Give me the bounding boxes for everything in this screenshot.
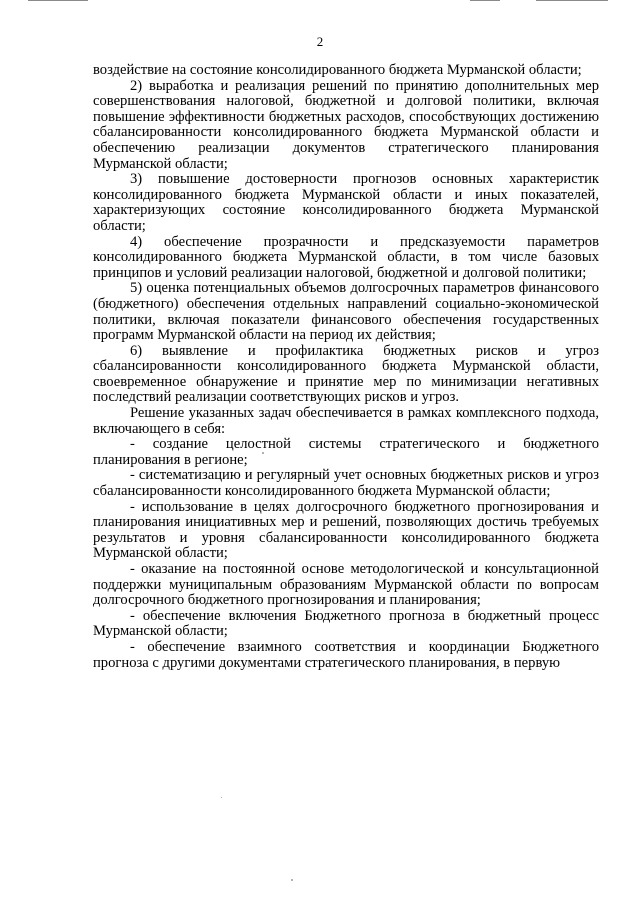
list-item: - оказание на постоянной основе методологической и консультационной поддержки муниципальным образованиям Мурманской области по вопросам долгосрочного бюджетного прогнозирования и планирования; bbox=[93, 561, 599, 609]
paragraph: 5) оценка потенциальных объемов долгосрочных параметров финансового (бюджетного) обеспечения отдельных направлений социально-экономической политики, включая показатели финансового обеспечения государственных программ Мурманской области на период их действия; bbox=[93, 280, 599, 344]
paragraph: 3) повышение достоверности прогнозов основных характеристик консолидированного бюджета Мурманской области и иных показателей, характеризующих состояние консолидированного бюджета Мурманской области; bbox=[93, 171, 599, 234]
list-item: - использование в целях долгосрочного бюджетного прогнозирования и планирования инициативных мер и решений, позволяющих достичь требуемых результатов и уровня сбалансированности консолидированного бюджета Мурманской области; bbox=[93, 498, 599, 562]
scan-speck bbox=[291, 879, 293, 881]
list-item: - создание целостной системы стратегического и бюджетного планирования в регионе; bbox=[93, 436, 599, 468]
page-number: 2 bbox=[316, 34, 324, 49]
scan-edge-marks bbox=[0, 0, 640, 3]
scan-speck bbox=[221, 797, 222, 798]
paragraph: воздействие на состояние консолидированного бюджета Мурманской области; bbox=[93, 62, 582, 78]
list-item: - обеспечение включения Бюджетного прогноза в бюджетный процесс Мурманской области; bbox=[93, 607, 599, 640]
list-item: - обеспечение взаимного соответствия и координации Бюджетного прогноза с другими документами стратегического планирования, в первую bbox=[93, 638, 599, 671]
paragraph: Решение указанных задач обеспечивается в рамках комплексного подхода, включающего в себя: bbox=[93, 405, 599, 437]
paragraph: 4) обеспечение прозрачности и предсказуемости параметров консолидированного бюджета Мурманской области, в том числе базовых принципов и условий реализации налоговой, бюджетной и долговой политики; bbox=[93, 233, 599, 281]
paragraph: 2) выработка и реализация решений по принятию дополнительных мер совершенствования налоговой, бюджетной и долговой политики, включая повышение эффективности бюджетных расходов, способствующих достижению сбалансированности консолидированного бюджета Мурманской области и обеспечению реализации документов стратегического планирования Мурманской области; bbox=[93, 77, 599, 172]
paragraph: 6) выявление и профилактика бюджетных рисков и угроз сбалансированности консолидированного бюджета Мурманской области, своевременное обнаружение и принятие мер по минимизации негативных последствий реализации соответствующих рисков и угроз. bbox=[93, 342, 599, 406]
list-item: - систематизацию и регулярный учет основных бюджетных рисков и угроз сбалансированности консолидированного бюджета Мурманской области; bbox=[93, 467, 599, 500]
scan-speck bbox=[262, 452, 264, 454]
document-body bbox=[93, 63, 599, 671]
